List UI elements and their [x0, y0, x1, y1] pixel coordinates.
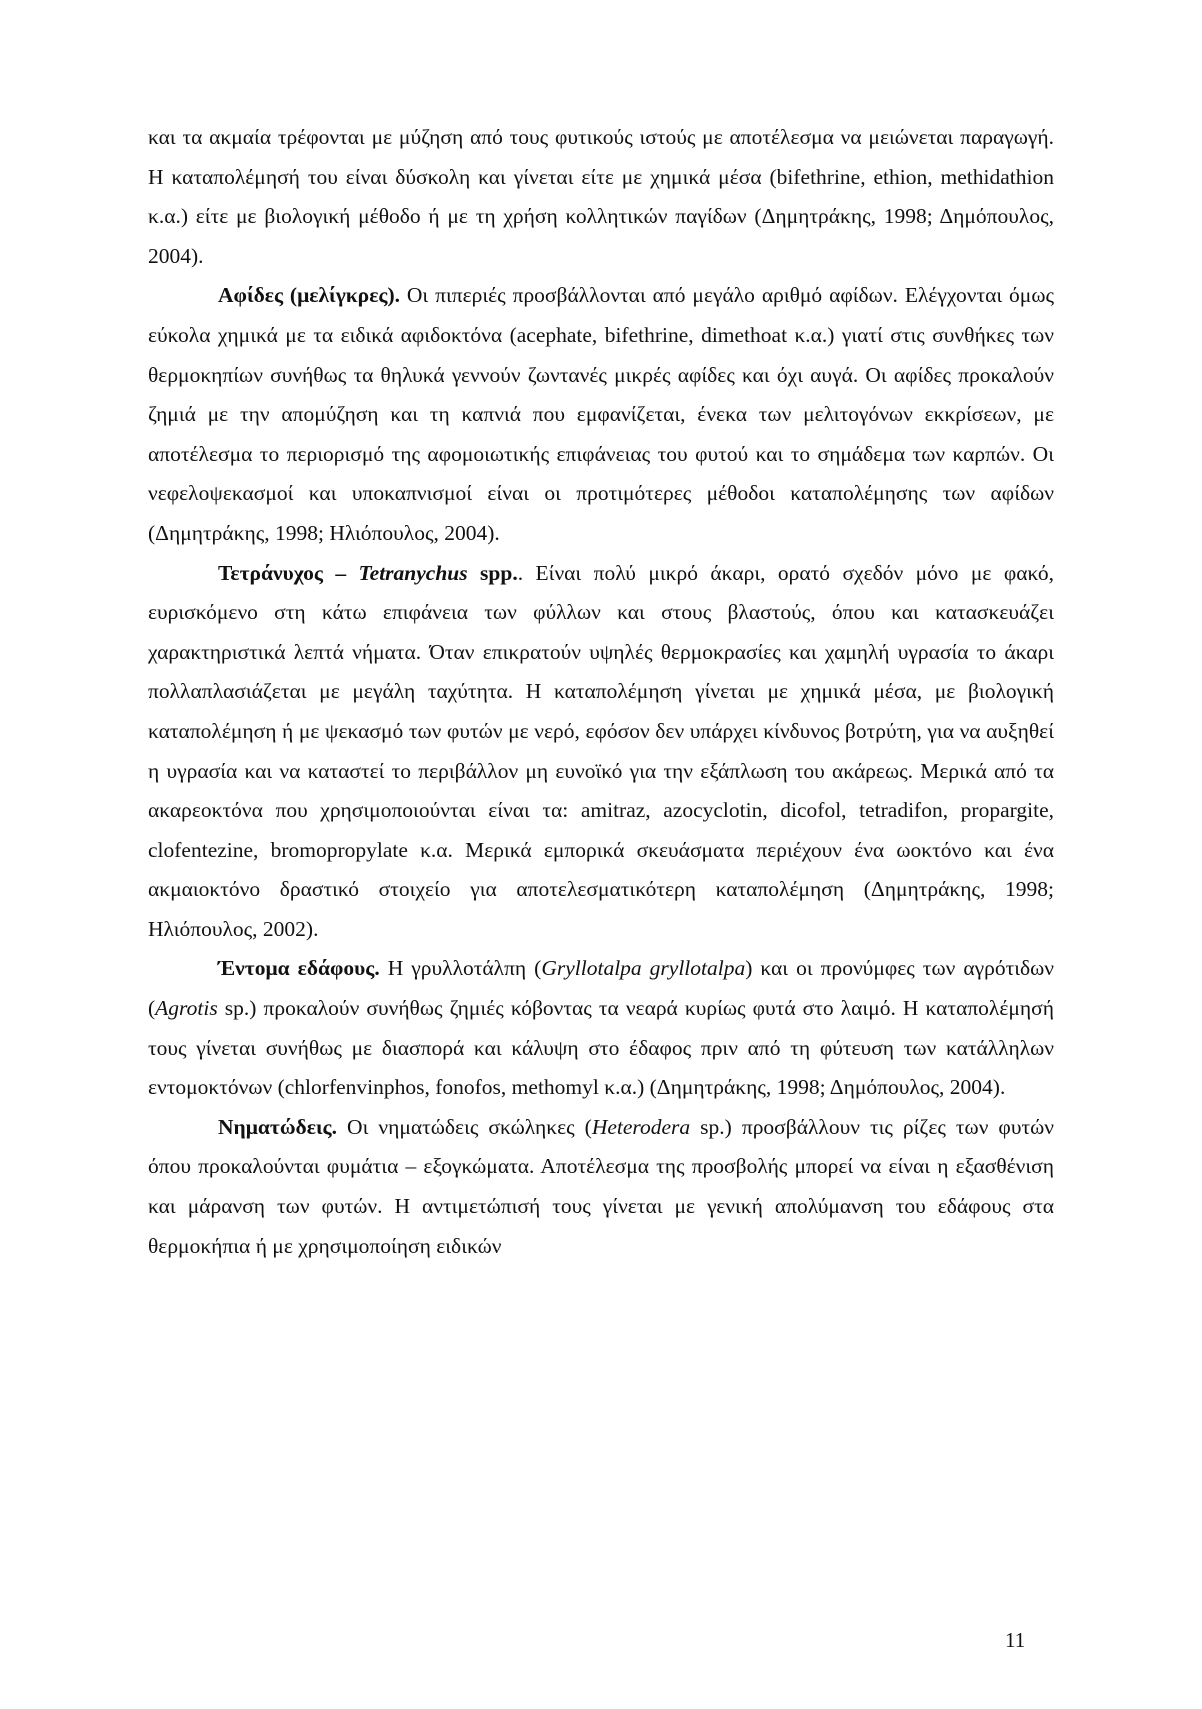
paragraph-nematodes: Νηματώδεις. Οι νηματώδεις σκώληκες (Heterodera sp.) προσβάλλουν τις ρίζες των φυτών όπου προκαλούνται φυμάτια – εξογκώματα. Αποτέλεσμα της προσβολής μπορεί να είναι η εξασθένιση και μάρανση των φυτών. Η αντιμετώπισή τους γίνεται με γενική απολύμανση του εδάφους στα θερμοκήπια ή με χρησιμοποίηση ειδικών: [148, 1114, 1054, 1258]
heading-aphids: Αφίδες (μελίγκρες).: [218, 283, 400, 308]
page-number: 11: [1005, 1628, 1026, 1652]
heading-soil-insects: Έντομα εδάφους.: [218, 956, 380, 981]
paragraph-aphids: Αφίδες (μελίγκρες). Οι πιπεριές προσβάλλονται από μεγάλο αριθμό αφίδων. Ελέγχονται όμως εύκολα χημικά με τα ειδικά αφιδοκτόνα (acephate, bifethrine, dimethoat κ.α.) γιατί στις συνθήκες των θερμοκηπίων συνήθως τα θηλυκά γεννούν ζωντανές μικρές αφίδες και όχι αυγά. Οι αφίδες προκαλούν ζημιά με την απομύζηση και τη καπνιά που εμφανίζεται, ένεκα των μελιτογόνων εκκρίσεων, με αποτέλεσμα το περιορισμό της αφομοιωτικής επιφάνειας του φυτού και το σημάδεμα των καρπών. Οι νεφελοψεκασμοί και υποκαπνισμοί είναι οι προτιμότερες μέθοδοι καταπολέμησης των αφίδων (Δημητράκης, 1998; Ηλιόπουλος, 2004).: [148, 283, 1054, 545]
heading-nematodes: Νηματώδεις.: [218, 1114, 338, 1139]
heading-spider-mite: Τετράνυχος – Tetranychus spp.: [218, 560, 518, 585]
body-text: [148, 118, 1054, 1266]
paragraph-soil-insects: Έντομα εδάφους. Η γρυλλοτάλπη (Gryllotalpa gryllotalpa) και οι προνύμφες των αγρότιδων (Agrotis sp.) προκαλούν συνήθως ζημιές κόβοντας τα νεαρά κυρίως φυτά στο λαιμό. Η καταπολέμησή τους γίνεται συνήθως με διασπορά και κάλυψη στο έδαφος πριν από τη φύτευση των κατάλληλων εντομοκτόνων (chlorfenvinphos, fonofos, methomyl κ.α.) (Δημητράκης, 1998; Δημόπουλος, 2004).: [148, 956, 1054, 1100]
paragraph-whitefly-continuation: και τα ακμαία τρέφονται με μύζηση από τους φυτικούς ιστούς με αποτέλεσμα να μειώνεται παραγωγή. Η καταπολέμησή του είναι δύσκολη και γίνεται είτε με χημικά μέσα (bifethrine, ethion, methidathion κ.α.) είτε με βιολογική μέθοδο ή με τη χρήση κολλητικών παγίδων (Δημητράκης, 1998; Δημόπουλος, 2004).: [148, 125, 1054, 268]
paragraph-spider-mite: Τετράνυχος – Tetranychus spp.. Είναι πολύ μικρό άκαρι, ορατό σχεδόν μόνο με φακό, ευρισκόμενο στη κάτω επιφάνεια των φύλλων και στους βλαστούς, όπου και κατασκευάζει χαρακτηριστικά λεπτά νήματα. Όταν επικρατούν υψηλές θερμοκρασίες και χαμηλή υγρασία το άκαρι πολλαπλασιάζεται με μεγάλη ταχύτητα. Η καταπολέμηση γίνεται με χημικά μέσα, με βιολογική καταπολέμηση ή με ψεκασμό των φυτών με νερό, εφόσον δεν υπάρχει κίνδυνος βοτρύτη, για να αυξηθεί η υγρασία και να καταστεί το περιβάλλον μη ευνοϊκό για την εξάπλωση του ακάρεως. Μερικά από τα ακαρεοκτόνα που χρησιμοποιούνται είναι τα: amitraz, azocyclotin, dicofol, tetradifon, propargite, clofentezine, bromopropylate κ.α. Μερικά εμπορικά σκευάσματα περιέχουν ένα ωοκτόνο και ένα ακμαιοκτόνο δραστικό στοιχείο για αποτελεσματικότερη καταπολέμηση (Δημητράκης, 1998; Ηλιόπουλος, 2002).: [148, 560, 1054, 941]
